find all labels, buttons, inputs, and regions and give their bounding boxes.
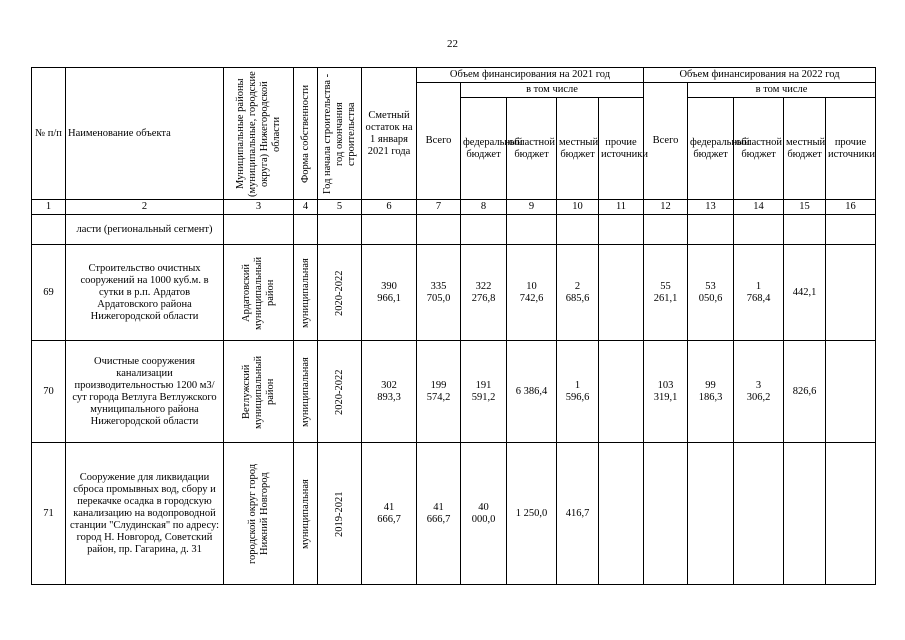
col-number: 13 [688, 200, 734, 215]
total-2021: 41 666,7 [417, 443, 461, 585]
continuation-row [32, 215, 876, 245]
ownership: муниципальная [294, 443, 318, 585]
row-num: 70 [32, 341, 66, 443]
col-number: 3 [224, 200, 294, 215]
continuation-text: ласти (региональный сегмент) [66, 215, 224, 245]
col-number: 5 [318, 200, 362, 215]
years: 2020-2022 [318, 245, 362, 341]
header-other-2022: прочие источники [826, 98, 876, 200]
col-number: 7 [417, 200, 461, 215]
header-including-2022: в том числе [688, 83, 876, 98]
regional-2021: 10 742,6 [507, 245, 557, 341]
local-2021: 416,7 [557, 443, 599, 585]
header-federal-2021: федеральный бюджет [461, 98, 507, 200]
header-num: № п/п [32, 68, 66, 200]
total-2022: 103 319,1 [644, 341, 688, 443]
col-number: 14 [734, 200, 784, 215]
federal-2022: 99 186,3 [688, 341, 734, 443]
object-name: Сооружение для ликвидации сброса промывных вод, сбору и перекачке осадка в городскую канализацию на водопроводной станции "Слудинская" по адресу: город Н. Новгород, Советский район, пр. Гагарина, д. 31 [66, 443, 224, 585]
header-years: Год начала строительства - год окончания строительства [318, 68, 362, 200]
row-num: 69 [32, 245, 66, 341]
balance: 390 966,1 [362, 245, 417, 341]
balance: 302 893,3 [362, 341, 417, 443]
federal-2022 [688, 443, 734, 585]
col-number: 1 [32, 200, 66, 215]
financing-table [31, 67, 876, 585]
object-name: Очистные сооружения канализации производительностью 1200 м3/сут города Ветлуга Ветлужского муниципального района Нижегородской области [66, 341, 224, 443]
local-2022: 826,6 [784, 341, 826, 443]
total-2021: 335 705,0 [417, 245, 461, 341]
header-balance: Сметный остаток на 1 января 2021 года [362, 68, 417, 200]
other-2021 [599, 341, 644, 443]
table-row [32, 341, 876, 443]
district: городской округ город Нижний Новгород [224, 443, 294, 585]
page-number: 22 [447, 38, 458, 50]
regional-2022: 3 306,2 [734, 341, 784, 443]
header-total-2021: Всего [417, 83, 461, 200]
row-num: 71 [32, 443, 66, 585]
header-regional-2021: областной бюджет [507, 98, 557, 200]
other-2022 [826, 443, 876, 585]
col-number: 16 [826, 200, 876, 215]
col-number: 9 [507, 200, 557, 215]
col-number: 6 [362, 200, 417, 215]
col-number: 12 [644, 200, 688, 215]
header-local-2021: местный бюджет [557, 98, 599, 200]
federal-2022: 53 050,6 [688, 245, 734, 341]
ownership: муниципальная [294, 245, 318, 341]
other-2022 [826, 341, 876, 443]
regional-2022: 1 768,4 [734, 245, 784, 341]
table-row [32, 245, 876, 341]
header-other-2021: прочие источники [599, 98, 644, 200]
local-2022: 442,1 [784, 245, 826, 341]
district: Ветлужский муниципальный район [224, 341, 294, 443]
header-total-2022: Всего [644, 83, 688, 200]
header-fin-2022: Объем финансирования на 2022 год [644, 68, 876, 83]
regional-2021: 1 250,0 [507, 443, 557, 585]
federal-2021: 40 000,0 [461, 443, 507, 585]
header-regional-2022: областной бюджет [734, 98, 784, 200]
district: Ардатовский муниципальный район [224, 245, 294, 341]
years: 2019-2021 [318, 443, 362, 585]
other-2021 [599, 245, 644, 341]
header-local-2022: местный бюджет [784, 98, 826, 200]
table-row [32, 443, 876, 585]
header-district: Муниципальные районы (муниципальные, городские округа) Нижегородской области [224, 68, 294, 200]
local-2021: 2 685,6 [557, 245, 599, 341]
header-federal-2022: федеральный бюджет [688, 98, 734, 200]
other-2021 [599, 443, 644, 585]
ownership: муниципальная [294, 341, 318, 443]
total-2022: 55 261,1 [644, 245, 688, 341]
header-fin-2021: Объем финансирования на 2021 год [417, 68, 644, 83]
years: 2020-2022 [318, 341, 362, 443]
total-2021: 199 574,2 [417, 341, 461, 443]
other-2022 [826, 245, 876, 341]
col-number: 8 [461, 200, 507, 215]
column-number-row [32, 200, 876, 215]
header-ownership: Форма собственности [294, 68, 318, 200]
col-number: 4 [294, 200, 318, 215]
local-2022 [784, 443, 826, 585]
header-including-2021: в том числе [461, 83, 644, 98]
regional-2021: 6 386,4 [507, 341, 557, 443]
total-2022 [644, 443, 688, 585]
col-number: 2 [66, 200, 224, 215]
col-number: 15 [784, 200, 826, 215]
header-name: Наименование объекта [66, 68, 224, 200]
local-2021: 1 596,6 [557, 341, 599, 443]
balance: 41 666,7 [362, 443, 417, 585]
col-number: 10 [557, 200, 599, 215]
object-name: Строительство очистных сооружений на 1000 куб.м. в сутки в р.п. Ардатов Ардатовского района Нижегородской области [66, 245, 224, 341]
federal-2021: 322 276,8 [461, 245, 507, 341]
regional-2022 [734, 443, 784, 585]
col-number: 11 [599, 200, 644, 215]
federal-2021: 191 591,2 [461, 341, 507, 443]
